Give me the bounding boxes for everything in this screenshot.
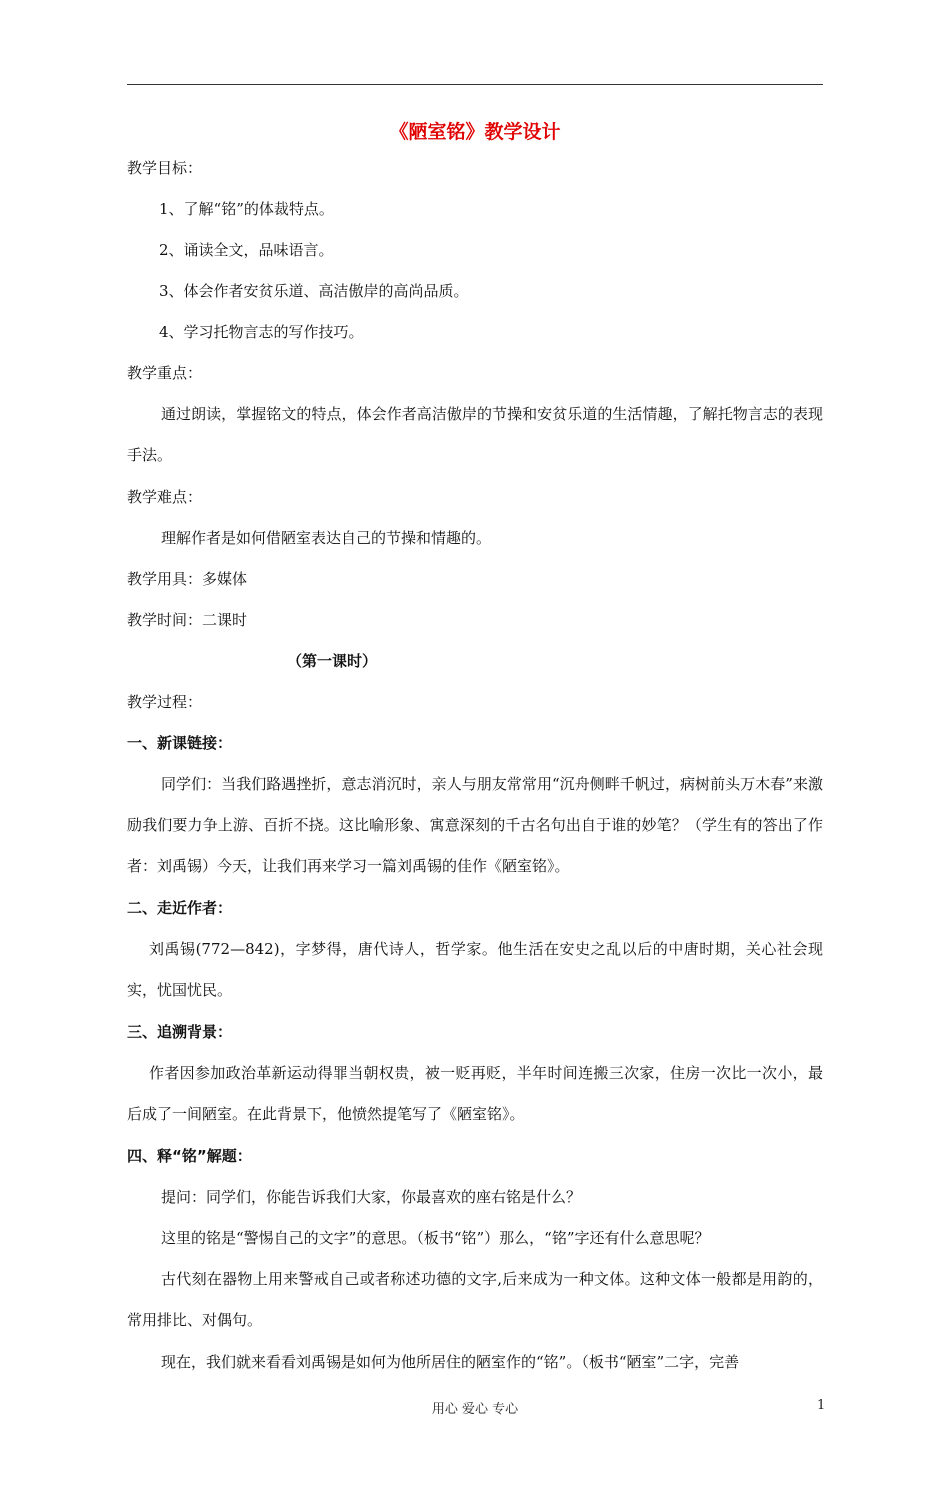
section-heading: 一、新课链接：	[127, 734, 233, 752]
section-heading: 二、走近作者：	[127, 899, 233, 917]
key-text: 通过朗读，掌握铭文的特点，体会作者高洁傲岸的节操和安贫乐道的生活情趣，了解托物言志的表现手法。	[127, 405, 823, 464]
process-heading: 教学过程：	[127, 693, 203, 711]
goal-item: 1、了解“铭”的体裁特点。	[159, 200, 334, 218]
section-paragraph: 古代刻在器物上用来警戒自己或者称述功德的文字,后来成为一种文体。这种文体一般都是用韵的，常用排比、对偶句。	[127, 1270, 823, 1329]
section-paragraph: 作者因参加政治革新运动得罪当朝权贵，被一贬再贬，半年时间连搬三次家，住房一次比一次小，最后成了一间陋室。在此背景下，他愤然提笔写了《陋室铭》。	[127, 1064, 823, 1123]
page-number: 1	[817, 1398, 826, 1413]
goal-item: 2、诵读全文，品味语言。	[159, 241, 334, 259]
document-body	[127, 158, 823, 1372]
tools-line: 教学用具：多媒体	[127, 570, 248, 588]
section-paragraph: 提问：同学们，你能告诉我们大家，你最喜欢的座右铭是什么？	[161, 1188, 582, 1206]
section-heading: 三、追溯背景：	[127, 1023, 233, 1041]
lesson-label: （第一课时）	[287, 652, 378, 670]
key-heading: 教学重点：	[127, 364, 203, 382]
section-paragraph: 这里的铭是“警惕自己的文字”的意思。（板书“铭”）那么，“铭”字还有什么意思呢？	[161, 1229, 710, 1247]
time-line: 教学时间：二课时	[127, 611, 248, 629]
section-paragraph: 刘禹锡(772—842)，字梦得，唐代诗人，哲学家。他生活在安史之乱以后的中唐时期，关心社会现实，忧国忧民。	[127, 940, 823, 999]
difficulty-heading: 教学难点：	[127, 488, 203, 506]
goal-item: 4、学习托物言志的写作技巧。	[159, 323, 364, 341]
goals-heading: 教学目标：	[127, 159, 203, 177]
document-title: 《陋室铭》教学设计	[389, 121, 561, 143]
goal-item: 3、体会作者安贫乐道、高洁傲岸的高尚品质。	[159, 282, 469, 300]
section-paragraph: 现在，我们就来看看刘禹锡是如何为他所居住的陋室作的“铭”。（板书“陋室”二字，完善	[161, 1353, 740, 1371]
section-heading: 四、释“铭”解题：	[127, 1147, 252, 1165]
section-paragraph: 同学们：当我们路遇挫折，意志消沉时，亲人与朋友常常用“沉舟侧畔千帆过，病树前头万木春”来激励我们要力争上游、百折不挠。这比喻形象、寓意深刻的千古名句出自于谁的妙笔？（学生有的答出了作者：刘禹锡）今天，让我们再来学习一篇刘禹锡的佳作《陋室铭》。	[127, 775, 823, 875]
header-rule	[127, 84, 823, 85]
difficulty-text: 理解作者是如何借陋室表达自己的节操和情趣的。	[161, 529, 492, 547]
page-footer: 用心 爱心 专心	[431, 1402, 519, 1417]
